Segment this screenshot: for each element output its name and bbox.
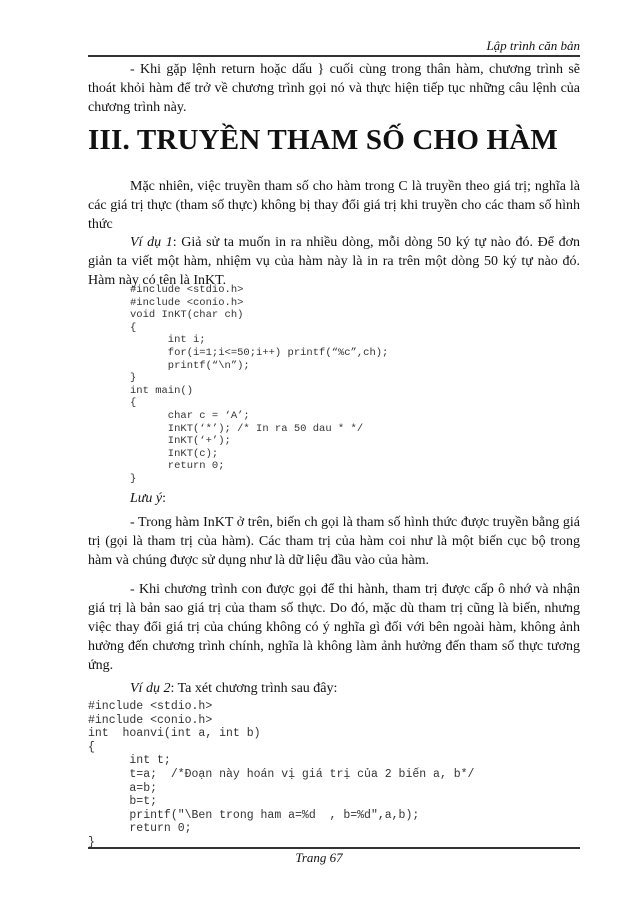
header-rule: [88, 55, 580, 57]
page-number: Trang 67: [295, 850, 343, 865]
footer-rule: [88, 847, 580, 849]
code-block-inkt: #include <stdio.h> #include <conio.h> void InKT(char ch) { int i; for(i=1;i<=50;i++) printf(“%c”,ch); printf(“\n”); } int main() { char c = ‘A’; InKT(‘*’); /* In ra 50 dau * */ InKT(‘+’); InKT(c); return 0; }: [130, 284, 389, 485]
note-paragraph-1: - Trong hàm InKT ở trên, biến ch gọi là tham số hình thức được truyền bằng giá trị (gọi là tham trị của hàm). Các tham trị của hàm coi như là một biến cục bộ trong hàm và chúng được sử dụng như là dữ liệu đầu vào của hàm.: [88, 515, 580, 568]
example1-text: : Giả sử ta muốn in ra nhiều dòng, mỗi dòng 50 ký tự nào đó. Để đơn giản ta viết một hàm, nhiệm vụ của hàm này là in ra trên một dòng 50 ký tự nào đó. Hàm này có tên là InKT.: [88, 235, 580, 288]
example1-paragraph: [88, 233, 580, 290]
note-label: Lưu ý: [130, 491, 163, 506]
example2-label: Ví dụ 2: [130, 681, 171, 696]
default-passing-paragraph: Mặc nhiên, việc truyền tham số cho hàm trong C là truyền theo giá trị; nghĩa là các giá trị thực (tham số thực) không bị thay đổi giá trị khi truyền cho các tham số hình thức: [88, 179, 580, 232]
running-header: Lập trình căn bản: [486, 38, 580, 53]
section-heading: III. TRUYỀN THAM SỐ CHO HÀM: [88, 124, 558, 156]
code-block-hoanvi: #include <stdio.h> #include <conio.h> int hoanvi(int a, int b) { int t; t=a; /*Đoạn này hoán vị giá trị của 2 biến a, b*/ a=b; b=t; printf("\Ben trong ham a=%d , b=%d",a,b); return 0; }: [88, 700, 475, 849]
example2-paragraph: [88, 679, 580, 698]
note-heading: [88, 489, 580, 508]
example1-label: Ví dụ 1: [130, 235, 173, 250]
note-paragraph-2: - Khi chương trình con được gọi để thi hành, tham trị được cấp ô nhớ và nhận giá trị là bản sao giá trị của tham số thực. Do đó, mặc dù tham trị cũng là biến, nhưng việc thay đổi giá trị của chúng không có ý nghĩa gì đối với bên ngoài hàm, không ảnh hưởng đến chương trình chính, nghĩa là không làm ảnh hưởng đến tham số thực tương ứng.: [88, 582, 580, 673]
note-suffix: :: [162, 491, 167, 506]
example2-text: : Ta xét chương trình sau đây:: [170, 681, 338, 696]
intro-paragraph: - Khi gặp lệnh return hoặc dấu } cuối cùng trong thân hàm, chương trình sẽ thoát khỏi hàm để trở về chương trình gọi nó và thực hiện tiếp tục những câu lệnh của chương trình này.: [88, 62, 580, 115]
